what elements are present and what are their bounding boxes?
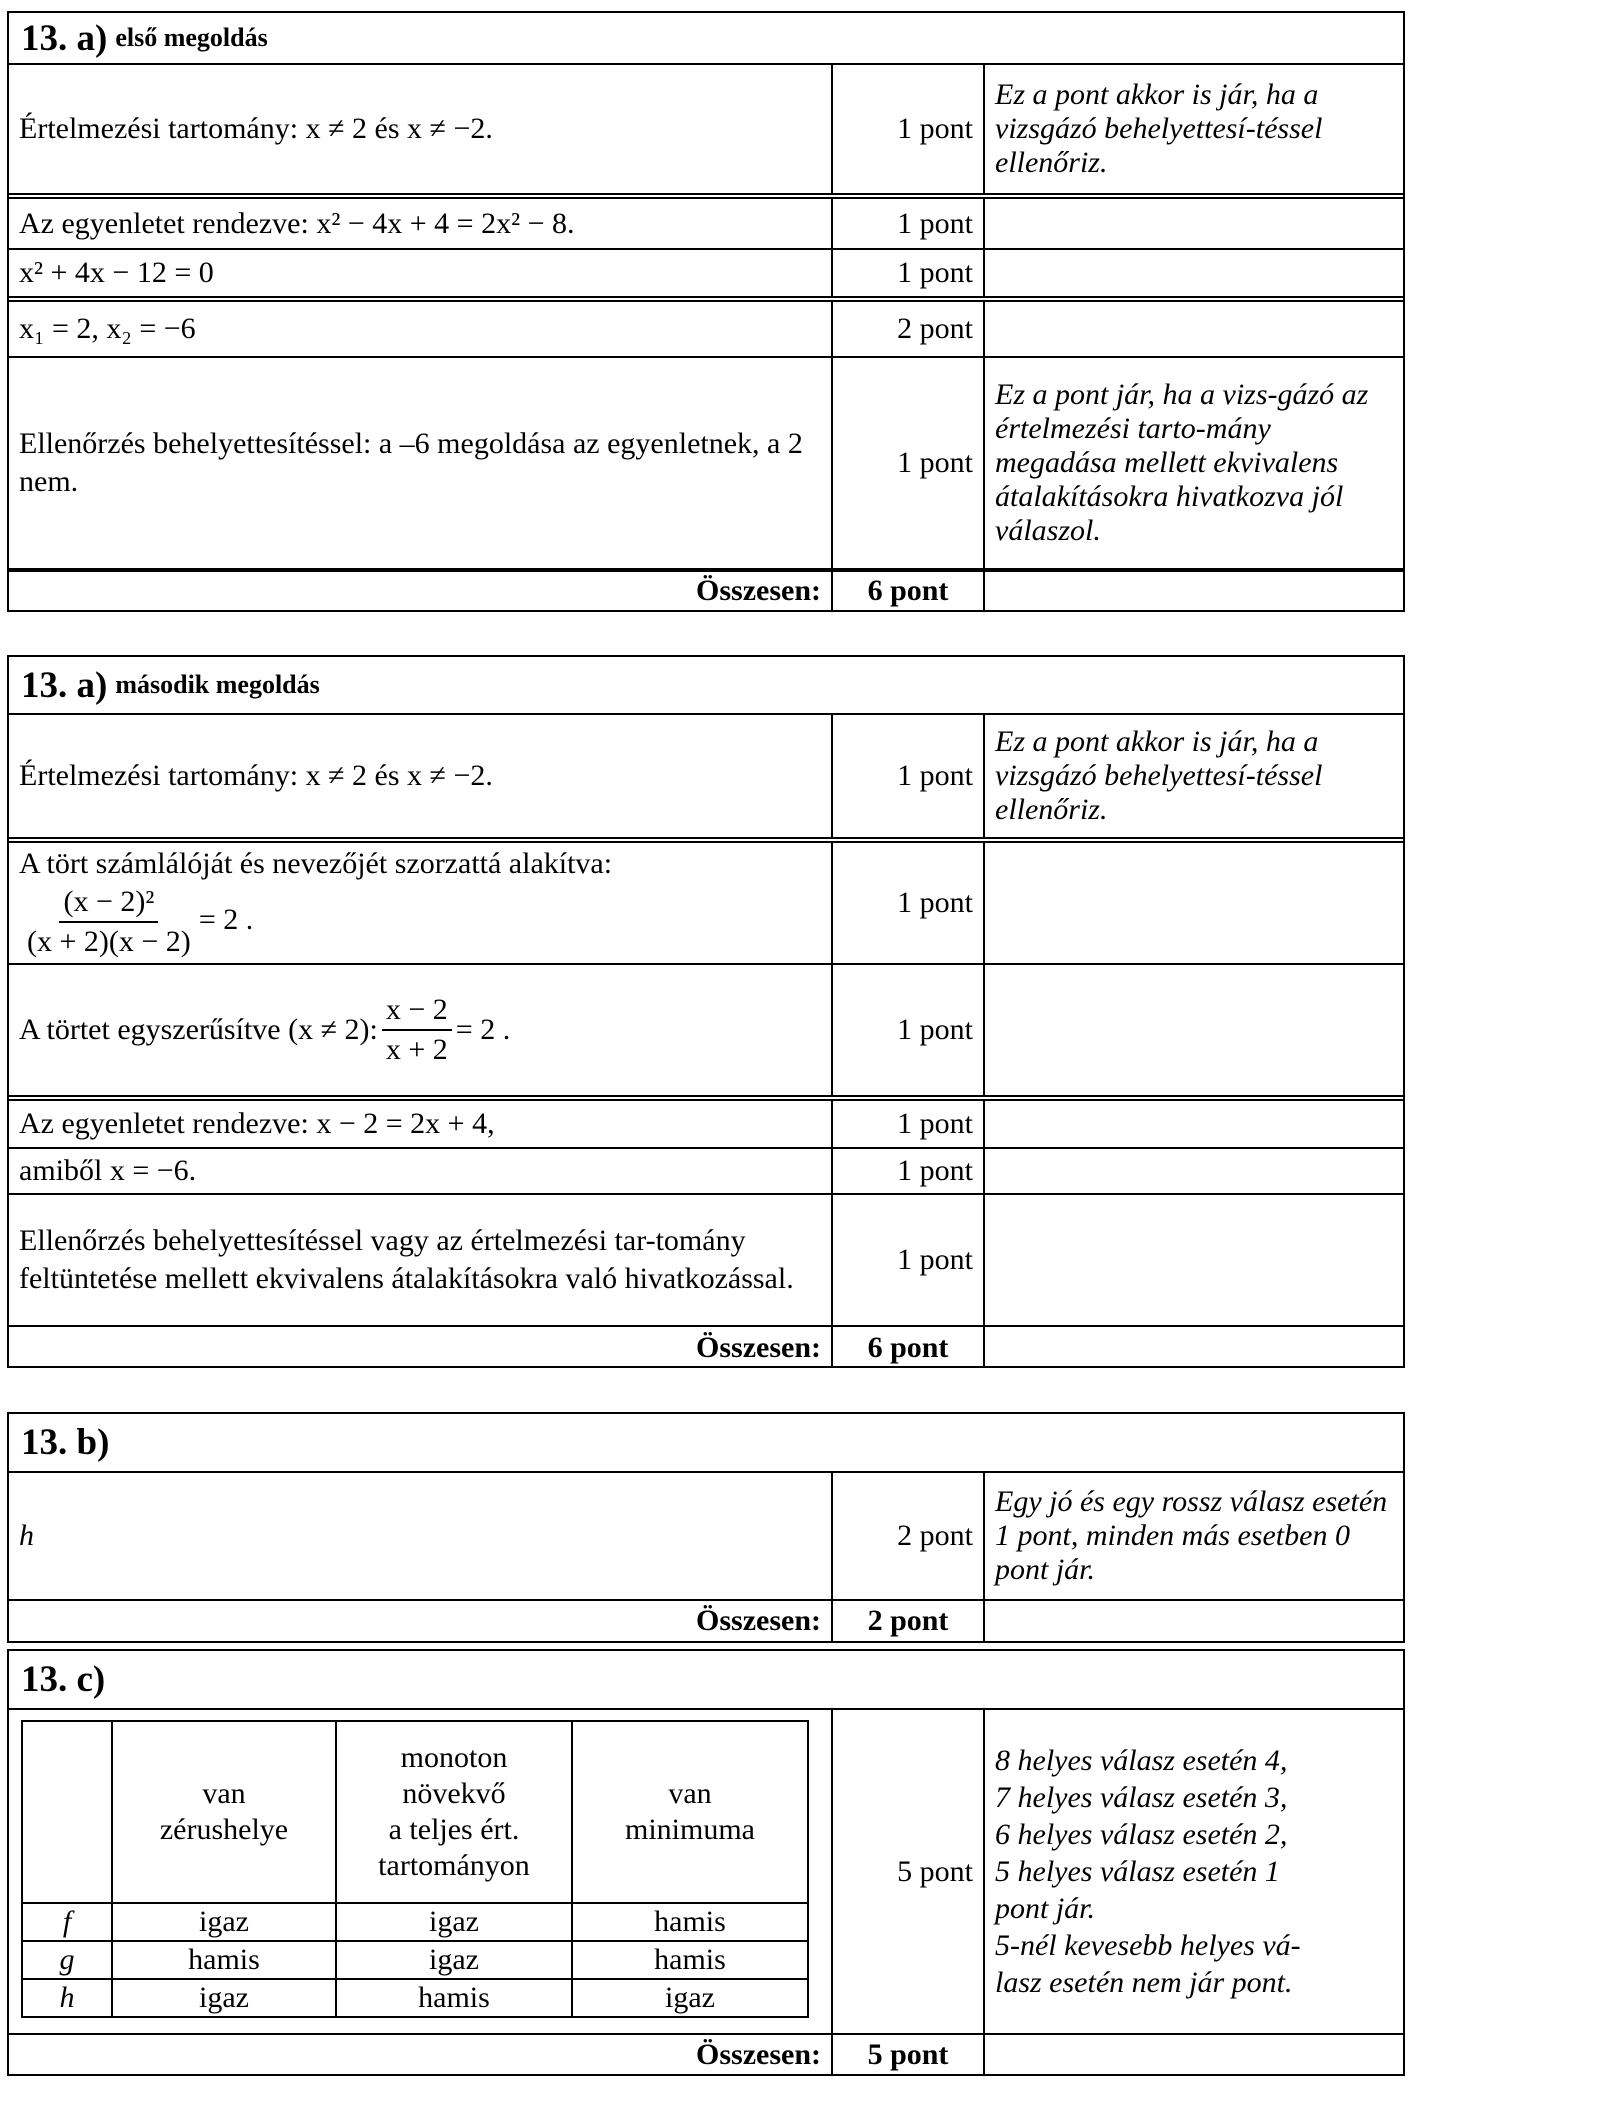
property-value: igaz — [336, 1903, 572, 1941]
section-13c — [7, 1649, 1405, 2076]
total-label: Összesen: — [9, 572, 833, 610]
total-row — [9, 1601, 1403, 1641]
note-line: 5 helyes válasz esetén 1 — [995, 1855, 1280, 1888]
section-number: 13. b) — [21, 1422, 110, 1463]
property-table-row — [22, 1941, 808, 1979]
table-row — [9, 65, 1403, 199]
table-row — [9, 302, 1403, 358]
property-table-row — [22, 1979, 808, 2017]
solution-step — [9, 199, 833, 248]
table-row — [9, 358, 1403, 570]
total-row — [9, 570, 1403, 610]
property-value: igaz — [112, 1903, 336, 1941]
step-points: 1 pont — [833, 1149, 985, 1193]
total-label: Összesen: — [9, 1601, 833, 1641]
section-number: 13. c) — [21, 1659, 106, 1700]
solution-step — [9, 302, 833, 356]
solution-step: Ellenőrzés behelyettesítéssel vagy az értelmezési tar-tomány feltüntetése mellett ekvivalens átalakításokra való hivatkozással. — [9, 1195, 833, 1325]
solution-step — [9, 843, 833, 963]
step-points: 1 pont — [833, 965, 985, 1095]
property-value: igaz — [572, 1979, 808, 2017]
total-points: 6 pont — [833, 1327, 985, 1368]
note-line: 5-nél kevesebb helyes vá- — [995, 1929, 1301, 1962]
property-value: hamis — [112, 1941, 336, 1979]
header-cell — [336, 1721, 572, 1903]
step-points: 1 pont — [833, 358, 985, 568]
step-text: A tört számlálóját és nevezőjét szorzattá alakítva: — [19, 847, 613, 880]
note-line: pont jár. — [995, 1892, 1096, 1925]
section-number: 13. a) — [21, 17, 108, 59]
section-subtitle: első megoldás — [115, 23, 268, 52]
table-row — [9, 199, 1403, 250]
step-points: 2 pont — [833, 302, 985, 356]
step-note — [985, 302, 1403, 356]
step-points: 1 pont — [833, 199, 985, 248]
header-line: minimuma — [625, 1813, 755, 1846]
header-line: van — [668, 1777, 712, 1810]
fraction — [382, 991, 452, 1069]
property-value: hamis — [572, 1941, 808, 1979]
total-label: Összesen: — [9, 1327, 833, 1368]
step-note — [985, 843, 1403, 963]
answer-text: h — [19, 1519, 34, 1552]
step-math: x ≠ 2 és x ≠ −2. — [305, 112, 493, 145]
property-value: hamis — [572, 1903, 808, 1941]
fraction-denominator: x + 2 — [385, 1033, 448, 1066]
section-13a-first-solution — [7, 11, 1405, 612]
total-label: Összesen: — [9, 2035, 833, 2074]
fraction-numerator: x − 2 — [382, 991, 452, 1031]
step-fraction-line — [19, 883, 253, 961]
header-cell — [572, 1721, 808, 1903]
property-table — [21, 1720, 809, 2018]
table-row — [9, 715, 1403, 843]
section-header — [9, 1414, 1403, 1473]
total-note — [985, 1601, 1403, 1641]
property-table-row — [22, 1903, 808, 1941]
solution-step — [9, 1473, 833, 1599]
fraction-rest: = 2 . — [455, 1013, 511, 1046]
step-points: 1 pont — [833, 250, 985, 296]
total-note — [985, 572, 1403, 610]
step-text: Ellenőrzés behelyettesítéssel: a –6 megoldása az egyenletnek, a 2 nem. — [19, 427, 803, 498]
section-header — [9, 657, 1403, 715]
header-line: a teljes ért. — [388, 1813, 520, 1846]
solution-step — [9, 1710, 833, 2033]
step-note: Egy jó és egy rossz válasz esetén 1 pont, minden más esetben 0 pont jár. — [995, 1485, 1388, 1586]
step-math: x² + 4x − 12 = 0 — [19, 256, 214, 289]
table-row — [9, 250, 1403, 302]
step-points: 1 pont — [833, 1101, 985, 1147]
section-13b — [7, 1412, 1405, 1643]
note-line: 7 helyes válasz esetén 3, — [995, 1781, 1288, 1814]
step-points: 1 pont — [833, 65, 985, 193]
header-cell-empty — [22, 1721, 112, 1903]
step-note: Ez a pont jár, ha a vizs-gázó az értelmezési tarto-mány megadása mellett ekvivalens átalakításokra hivatkozva jól válaszol. — [995, 378, 1369, 547]
step-math: x₁ = 2, x₂ = −6 — [19, 312, 196, 345]
table-row — [9, 1195, 1403, 1327]
total-row — [9, 1327, 1403, 1368]
solution-step: Az egyenletet rendezve: x − 2 = 2x + 4, — [9, 1101, 833, 1147]
header-line: zérushelye — [159, 1813, 289, 1846]
property-value: igaz — [112, 1979, 336, 2017]
step-note — [985, 199, 1403, 248]
step-note — [985, 250, 1403, 296]
step-note — [985, 965, 1403, 1095]
header-line: tartományon — [378, 1849, 530, 1882]
table-row — [9, 843, 1403, 965]
step-note — [985, 1710, 1403, 2033]
property-table-header — [22, 1721, 808, 1903]
property-value: hamis — [336, 1979, 572, 2017]
property-value: igaz — [336, 1941, 572, 1979]
note-line: 6 helyes válasz esetén 2, — [995, 1818, 1288, 1851]
table-row — [9, 1101, 1403, 1149]
solution-step — [9, 715, 833, 837]
total-points: 6 pont — [833, 572, 985, 610]
note-line: 8 helyes válasz esetén 4, — [995, 1744, 1288, 1777]
step-note — [985, 1101, 1403, 1147]
solution-step — [9, 965, 833, 1095]
table-row — [9, 1710, 1403, 2035]
step-points: 2 pont — [833, 1473, 985, 1599]
fraction-denominator: (x + 2)(x − 2) — [27, 925, 191, 958]
table-row — [9, 965, 1403, 1101]
header-line: növekvő — [402, 1777, 506, 1810]
step-note: Ez a pont akkor is jár, ha a vizsgázó behelyettesí-téssel ellenőriz. — [995, 725, 1323, 826]
total-note — [985, 1327, 1403, 1368]
step-text: Az egyenletet rendezve: — [19, 206, 309, 240]
solution-step: amiből x = −6. — [9, 1149, 833, 1193]
section-subtitle: második megoldás — [115, 670, 320, 699]
step-math: x² − 4x + 4 = 2x² − 8. — [316, 206, 575, 240]
function-name: h — [22, 1979, 112, 2017]
fraction-rest: = 2 . — [198, 902, 254, 936]
step-text: Értelmezési tartomány: — [19, 759, 299, 792]
step-text: Értelmezési tartomány: — [19, 112, 299, 145]
header-line: van — [202, 1777, 246, 1810]
step-points: 5 pont — [833, 1710, 985, 2033]
function-name: g — [22, 1941, 112, 1979]
header-line: monoton — [400, 1741, 508, 1774]
step-points: 1 pont — [833, 843, 985, 963]
fraction — [23, 883, 195, 961]
section-number: 13. a) — [21, 664, 108, 706]
step-note — [985, 1195, 1403, 1325]
fraction-numerator: (x − 2)² — [59, 883, 158, 923]
total-note — [985, 2035, 1403, 2074]
step-note: Ez a pont akkor is jár, ha a vizsgázó behelyettesí-téssel ellenőriz. — [995, 78, 1323, 179]
total-row — [9, 2035, 1403, 2074]
table-row — [9, 1149, 1403, 1195]
step-points: 1 pont — [833, 1195, 985, 1325]
total-points: 5 pont — [833, 2035, 985, 2074]
solution-step — [9, 358, 833, 568]
section-header — [9, 1651, 1403, 1710]
note-line: lasz esetén nem jár pont. — [995, 1966, 1293, 1999]
section-13a-second-solution — [7, 655, 1405, 1368]
total-points: 2 pont — [833, 1601, 985, 1641]
solution-step — [9, 250, 833, 296]
solution-step — [9, 65, 833, 193]
step-points: 1 pont — [833, 715, 985, 837]
step-note — [985, 1149, 1403, 1193]
header-cell — [112, 1721, 336, 1903]
function-name: f — [22, 1903, 112, 1941]
step-text: A törtet egyszerűsítve (x ≠ 2): — [19, 1013, 378, 1046]
section-header — [9, 13, 1403, 65]
table-row — [9, 1473, 1403, 1601]
step-math: x ≠ 2 és x ≠ −2. — [305, 759, 493, 792]
